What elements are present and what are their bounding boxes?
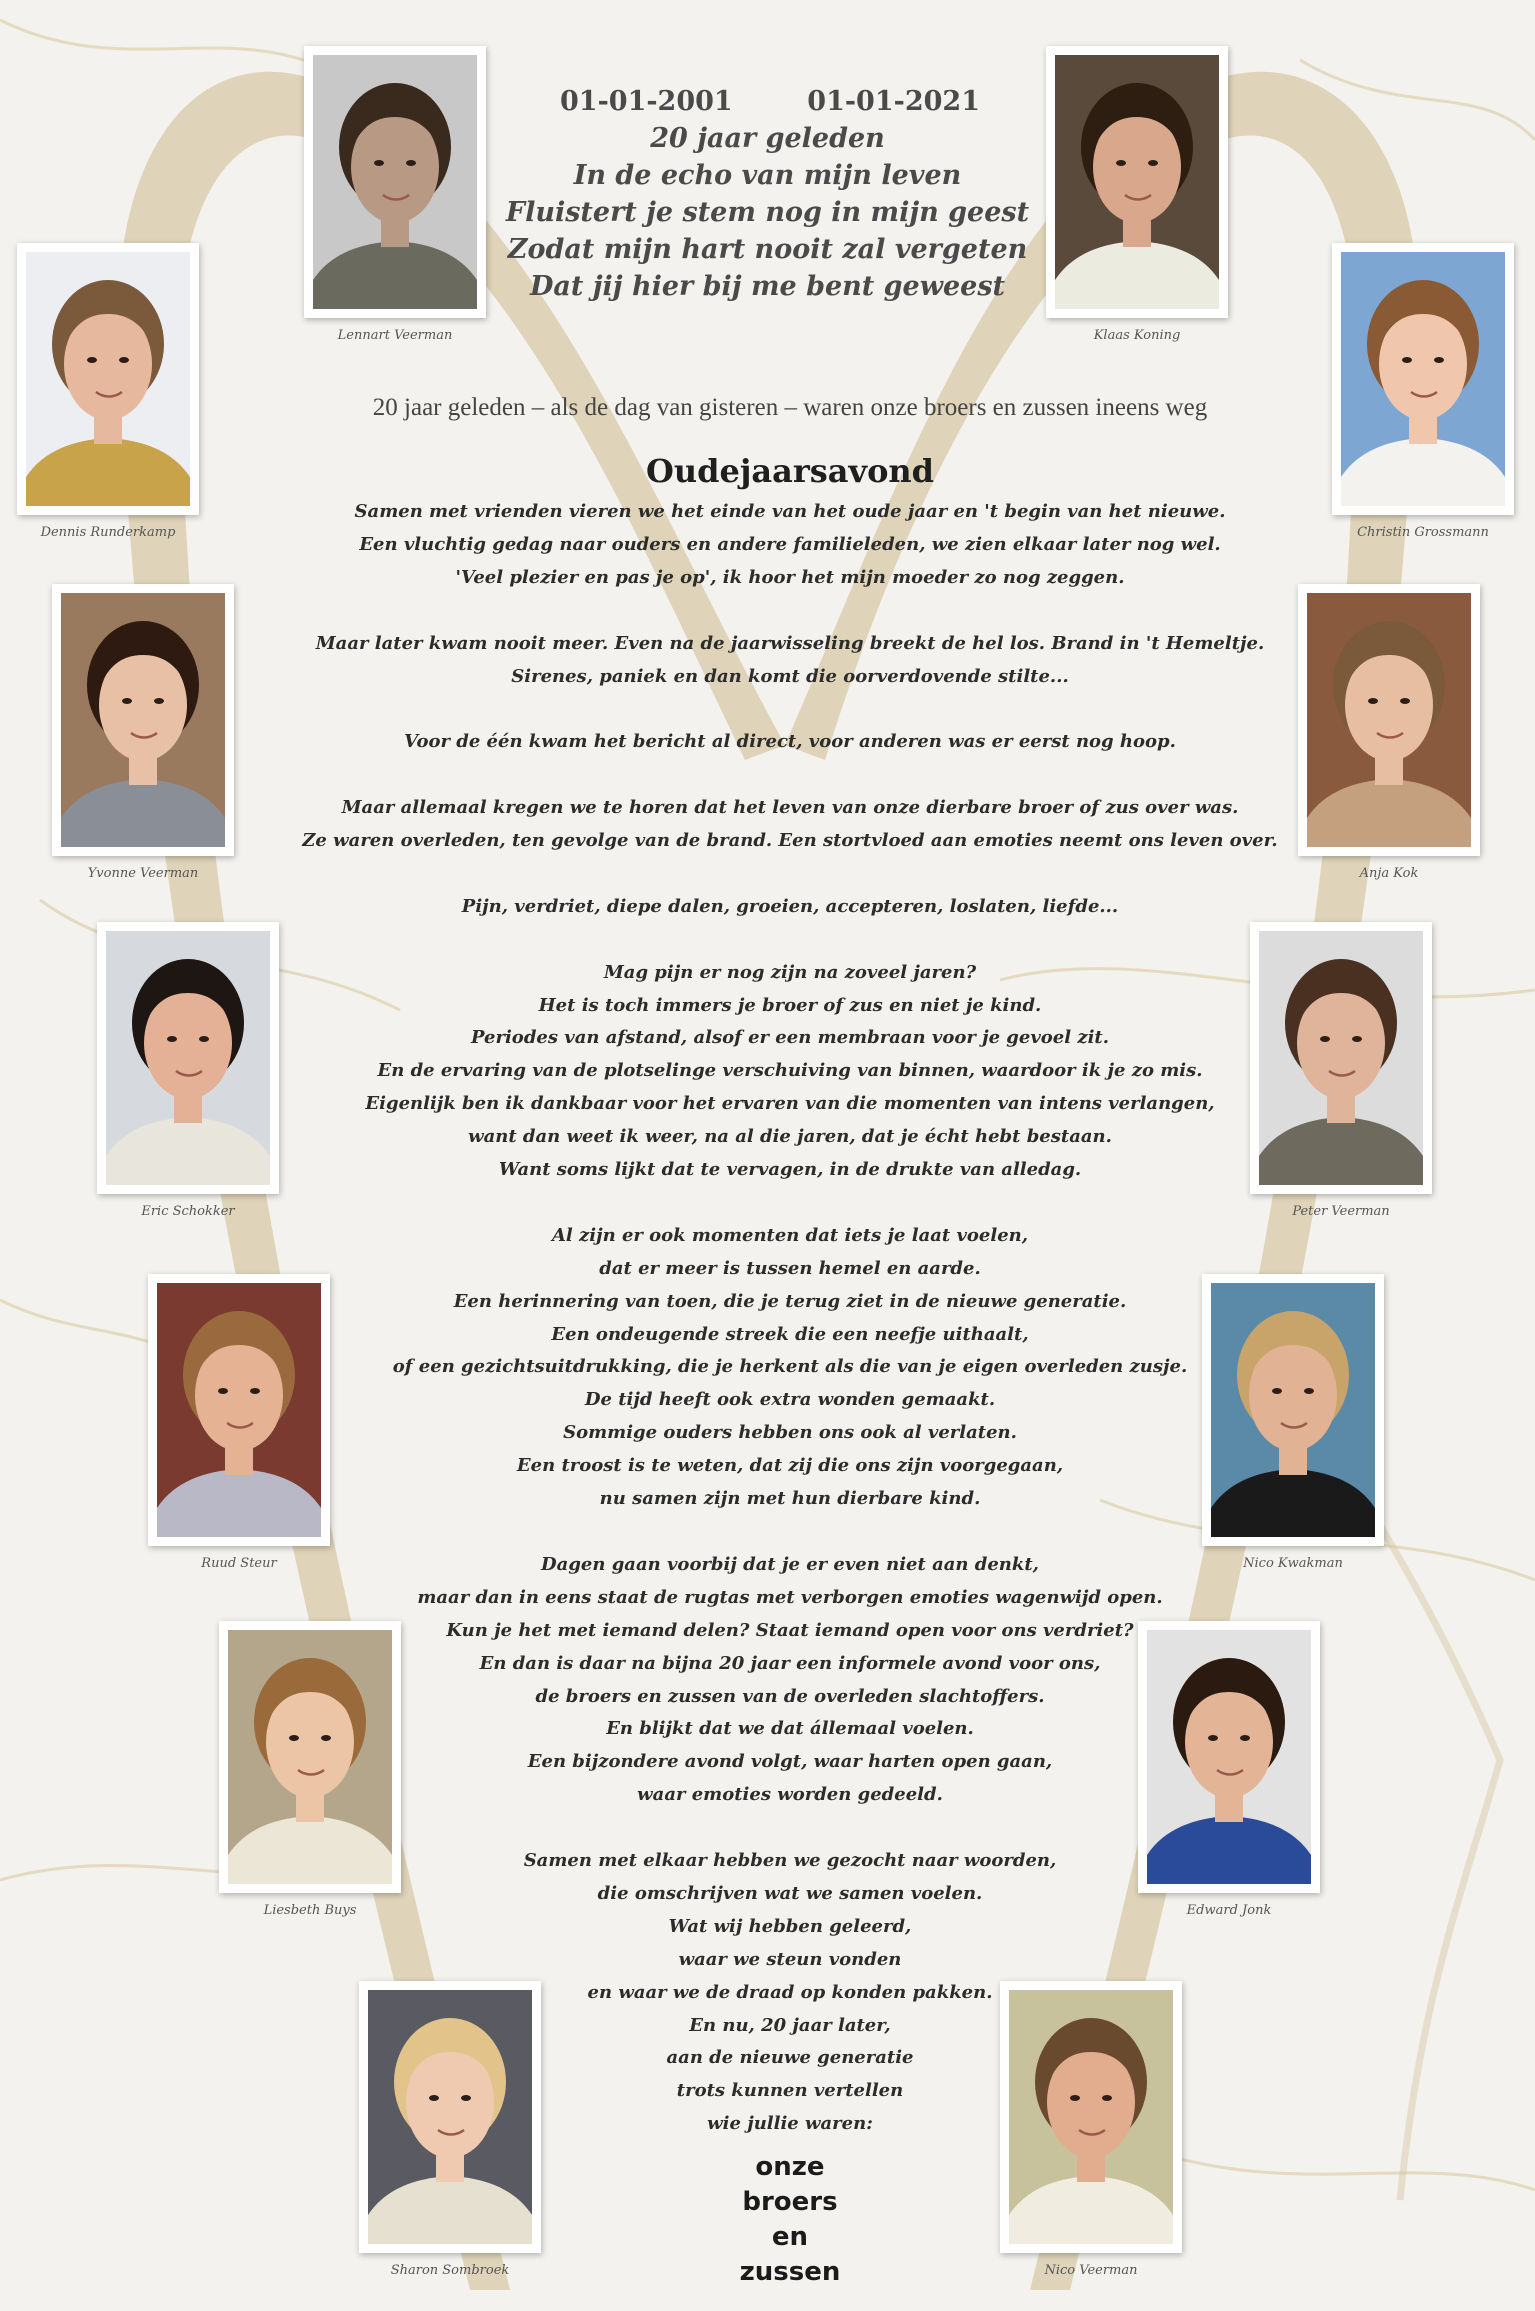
text-line: En dan is daar na bijna 20 jaar een informele avond voor ons,	[479, 1652, 1101, 1674]
text-line: Samen met elkaar hebben we gezocht naar woorden,	[523, 1850, 1057, 1872]
text-line: En de ervaring van de plotselinge verschuiving van binnen, waardoor ik je zo mis.	[377, 1060, 1203, 1082]
closing-word: en	[771, 2222, 809, 2252]
text-line: Samen met vrienden vieren we het einde van het oude jaar en 't begin van het nieuwe.	[354, 501, 1226, 522]
text-line: nu samen zijn met hun dierbare kind.	[599, 1488, 981, 1510]
portrait-photo	[1341, 252, 1505, 506]
text-line: Voor de één kwam het bericht al direct, voor anderen was er eerst nog hoop.	[404, 731, 1176, 753]
portrait-photo	[26, 252, 190, 506]
portrait-photo	[1211, 1283, 1375, 1537]
paragraph	[300, 726, 1280, 759]
portrait-photo	[1259, 931, 1423, 1185]
text-line: Sommige ouders hebben ons ook al verlaten.	[563, 1422, 1017, 1444]
portrait-frame	[97, 922, 279, 1194]
text-line: Een vluchtig gedag naar ouders en andere familieleden, we zien elkaar later nog wel.	[359, 533, 1221, 555]
text-line: Een ondeugende streek die een neefje uithaalt,	[551, 1323, 1029, 1345]
portrait-frame	[148, 1274, 330, 1546]
text-line: die omschrijven wat we samen voelen.	[597, 1882, 983, 1904]
portrait-photo	[61, 593, 225, 847]
portrait-frame	[359, 1981, 541, 2253]
text-line: aan de nieuwe generatie	[666, 2047, 914, 2069]
text-line: wie jullie waren:	[707, 2113, 873, 2135]
text-line: Eigenlijk ben ik dankbaar voor het ervaren van die momenten van intens verlangen,	[365, 1093, 1215, 1115]
portrait-caption: Anja Kok	[1359, 866, 1419, 881]
portrait-photo	[313, 55, 477, 309]
paragraph	[300, 628, 1280, 694]
section-title: Oudejaarsavond	[645, 452, 935, 490]
portrait-photo	[1307, 593, 1471, 847]
portrait-caption: Klaas Koning	[1093, 328, 1181, 343]
portrait-caption: Christin Grossmann	[1357, 525, 1489, 540]
portrait-caption: Edward Jonk	[1186, 1903, 1272, 1918]
portrait-caption: Dennis Runderkamp	[40, 525, 176, 540]
portrait-photo	[106, 931, 270, 1185]
text-line: Sirenes, paniek en dan komt die oorverdovende stilte...	[511, 665, 1069, 687]
text-line: of een gezichtsuitdrukking, die je herkent als die van je eigen overleden zusje.	[392, 1356, 1188, 1378]
paragraph	[300, 957, 1280, 1187]
text-line: 'Veel plezier en pas je op', ik hoor het mijn moeder zo nog zeggen.	[455, 566, 1125, 588]
paragraph	[300, 1549, 1280, 1812]
portrait-frame	[1298, 584, 1480, 856]
portrait-photo	[1147, 1630, 1311, 1884]
text-line: Ze waren overleden, ten gevolge van de brand. Een stortvloed aan emoties neemt ons leven over.	[302, 830, 1278, 852]
text-line: de broers en zussen van de overleden slachtoffers.	[535, 1685, 1045, 1707]
portrait-photo	[1055, 55, 1219, 309]
text-line: Pijn, verdriet, diepe dalen, groeien, accepteren, loslaten, liefde...	[461, 895, 1119, 917]
closing-words	[660, 2150, 920, 2290]
text-line: maar dan in eens staat de rugtas met verborgen emoties wagenwijd open.	[417, 1586, 1163, 1608]
text-line: Maar allemaal kregen we te horen dat het leven van onze dierbare broer of zus over was.	[341, 797, 1239, 819]
paragraph	[300, 792, 1280, 858]
poem-line: Zodat mijn hart nooit zal vergeten	[507, 234, 1028, 265]
date-end: 01-01-2021	[807, 86, 980, 117]
portrait-caption: Eric Schokker	[141, 1204, 235, 1219]
text-line: En blijkt dat we dat állemaal voelen.	[606, 1718, 974, 1740]
portrait-frame	[304, 46, 486, 318]
text-line: De tijd heeft ook extra wonden gemaakt.	[584, 1389, 996, 1411]
portrait-frame	[1138, 1621, 1320, 1893]
text-line: Wat wij hebben geleerd,	[668, 1915, 912, 1937]
portrait-frame	[1000, 1981, 1182, 2253]
text-line: Het is toch immers je broer of zus en niet je kind.	[538, 994, 1042, 1016]
closing-word: zussen	[739, 2257, 841, 2287]
paragraph	[300, 496, 1280, 595]
poem-line: 20 jaar geleden	[650, 123, 885, 154]
subtitle: 20 jaar geleden – als de dag van gisteren – waren onze broers en zussen ineens weg	[372, 394, 1208, 421]
paragraph	[300, 891, 1280, 924]
portrait-frame	[1332, 243, 1514, 515]
text-line: En nu, 20 jaar later,	[689, 2014, 891, 2036]
text-line: Periodes van afstand, alsof er een membraan voor je gevoel zit.	[470, 1027, 1110, 1049]
closing-word: broers	[742, 2187, 838, 2217]
text-line: Een troost is te weten, dat zij die ons zijn voorgegaan,	[516, 1455, 1064, 1477]
portrait-caption: Nico Kwakman	[1243, 1556, 1343, 1571]
portrait-photo	[1009, 1990, 1173, 2244]
date-start: 01-01-2001	[560, 86, 733, 117]
text-line: Dagen gaan voorbij dat je er even niet aan denkt,	[541, 1553, 1039, 1575]
portrait-photo	[228, 1630, 392, 1884]
text-line: Al zijn er ook momenten dat iets je laat voelen,	[551, 1224, 1029, 1246]
text-line: Maar later kwam nooit meer. Even na de jaarwisseling breekt de hel los. Brand in 't Hemeltje.	[315, 632, 1265, 654]
portrait-caption: Liesbeth Buys	[263, 1903, 357, 1918]
portrait-frame	[1250, 922, 1432, 1194]
poem-line: Dat jij hier bij me bent geweest	[529, 271, 1005, 302]
portrait-frame	[52, 584, 234, 856]
portrait-caption: Sharon Sombroek	[390, 2263, 510, 2278]
text-line: waar emoties worden gedeeld.	[637, 1784, 943, 1806]
poem-line: Fluistert je stem nog in mijn geest	[505, 197, 1030, 228]
text-line: Een herinnering van toen, die je terug ziet in de nieuwe generatie.	[453, 1290, 1127, 1312]
text-line: trots kunnen vertellen	[676, 2080, 904, 2102]
portrait-frame	[1202, 1274, 1384, 1546]
text-line: waar we steun vonden	[678, 1948, 902, 1970]
closing-word: onze	[755, 2152, 825, 2182]
text-line: Want soms lijkt dat te vervagen, in de drukte van alledag.	[498, 1159, 1082, 1181]
text-line: Kun je het met iemand delen? Staat iemand open voor ons verdriet?	[446, 1619, 1134, 1641]
text-line: want dan weet ik weer, na al die jaren, dat je écht hebt bestaan.	[468, 1126, 1112, 1148]
portrait-caption: Ruud Steur	[201, 1556, 277, 1571]
portrait-photo	[368, 1990, 532, 2244]
portrait-frame	[1046, 46, 1228, 318]
date-range	[560, 86, 980, 117]
portrait-caption: Yvonne Veerman	[87, 866, 199, 881]
poem	[480, 120, 1055, 305]
poem-line: In de echo van mijn leven	[573, 160, 962, 191]
text-line: Een bijzondere avond volgt, waar harten open gaan,	[527, 1751, 1053, 1773]
portrait-caption: Nico Veerman	[1044, 2263, 1138, 2278]
portrait-frame	[219, 1621, 401, 1893]
portrait-caption: Lennart Veerman	[337, 328, 453, 343]
text-line: dat er meer is tussen hemel en aarde.	[599, 1257, 981, 1279]
portrait-caption: Peter Veerman	[1292, 1204, 1390, 1219]
text-line: en waar we de draad op konden pakken.	[587, 1981, 993, 2003]
memorial-text	[300, 496, 1280, 2141]
portrait-frame	[17, 243, 199, 515]
portrait-photo	[157, 1283, 321, 1537]
text-line: Mag pijn er nog zijn na zoveel jaren?	[603, 961, 977, 983]
paragraph	[300, 1220, 1280, 1516]
